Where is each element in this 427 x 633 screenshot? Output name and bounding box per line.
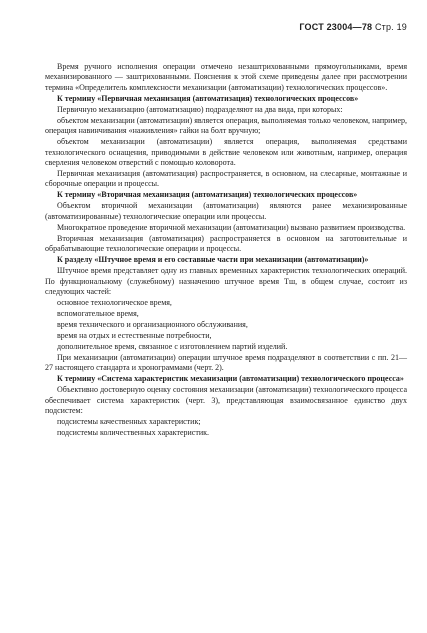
page-header <box>299 22 407 32</box>
list-item: дополнительное время, связанное с изготовлением партий изделий. <box>57 342 288 352</box>
paragraph: Первичная механизация (автоматизация) распространяется, в основном, на слесарные, монтажные и сборочные операции и процессы. <box>45 169 407 189</box>
term-heading: К термину «Система характеристик механизации (автоматизации) технологического процесса» <box>57 374 404 384</box>
paragraph: При механизации (автоматизации) операции штучное время подразделяют в соответствии с пп. 21—27 настоящего стандарта и хронограммами (черт. 2). <box>45 353 407 373</box>
list-item: время технического и организационного обслуживания, <box>57 320 248 330</box>
paragraph: Многократное проведение вторичной механизации (автоматизации) вызвано развитием производства. <box>57 222 406 232</box>
standard-number: ГОСТ 23004—78 <box>299 22 373 32</box>
paragraph: Объективно достоверную оценку состояния механизации (автоматизации) технологического процесса обеспечивает система характеристик (черт. 3), представляющая взаимосвязанное единство двух подсистем: <box>45 385 407 416</box>
list-item: основное технологическое время, <box>57 298 172 308</box>
paragraph: объектом механизации (автоматизации) является операция, выполняемая только человеком, например, операция навинчивания «наживления» гайки на болт вручную; <box>45 115 407 136</box>
paragraph: Объектом вторичной механизации (автоматизации) являются ранее механизированные (автоматизированные) технологические операции или процессы. <box>45 201 407 221</box>
term-heading: К разделу «Штучное время и его составные части при механизации (автоматизации)» <box>57 255 369 265</box>
paragraph: объектом механизации (автоматизации) является операция, выполняемая средствами технологического оснащения, приводимыми в действие человеком или животным, например, операция сверления человеком отверстий с помощью коловорота. <box>45 137 407 168</box>
page-number: Стр. 19 <box>374 22 407 32</box>
page-body <box>45 62 407 439</box>
list-item: вспомогательное время, <box>57 309 139 319</box>
list-item: подсистемы качественных характеристик; <box>57 417 201 427</box>
list-item: подсистемы количественных характеристик. <box>57 428 209 438</box>
paragraph: Первичную механизацию (автоматизацию) подразделяют на два вида, при которых: <box>57 104 343 114</box>
list-item: время на отдых и естественные потребности, <box>57 331 212 341</box>
paragraph: Время ручного исполнения операции отмечено незаштрихованными прямоугольниками, время механизированного — заштрихованными. Пояснения к этой схеме приведены далее при рассмотрении термина «Определитель комплексности механизации (автоматизации) технологических процессов». <box>45 62 407 92</box>
term-heading: К термину «Вторичная механизация (автоматизация) технологических процессов» <box>57 190 358 200</box>
paragraph: Штучное время представляет одну из главных временных характеристик технологических операций. По функциональному (служебному) назначению штучное время Tш, в общем случае, состоит из следующих частей: <box>45 266 407 297</box>
term-heading: К термину «Первичная механизация (автоматизация) технологических процессов» <box>57 93 359 103</box>
paragraph: Вторичная механизация (автоматизация) распространяется в основном на заготовительные и обрабатывающие технологические операции и процессы. <box>45 233 407 254</box>
